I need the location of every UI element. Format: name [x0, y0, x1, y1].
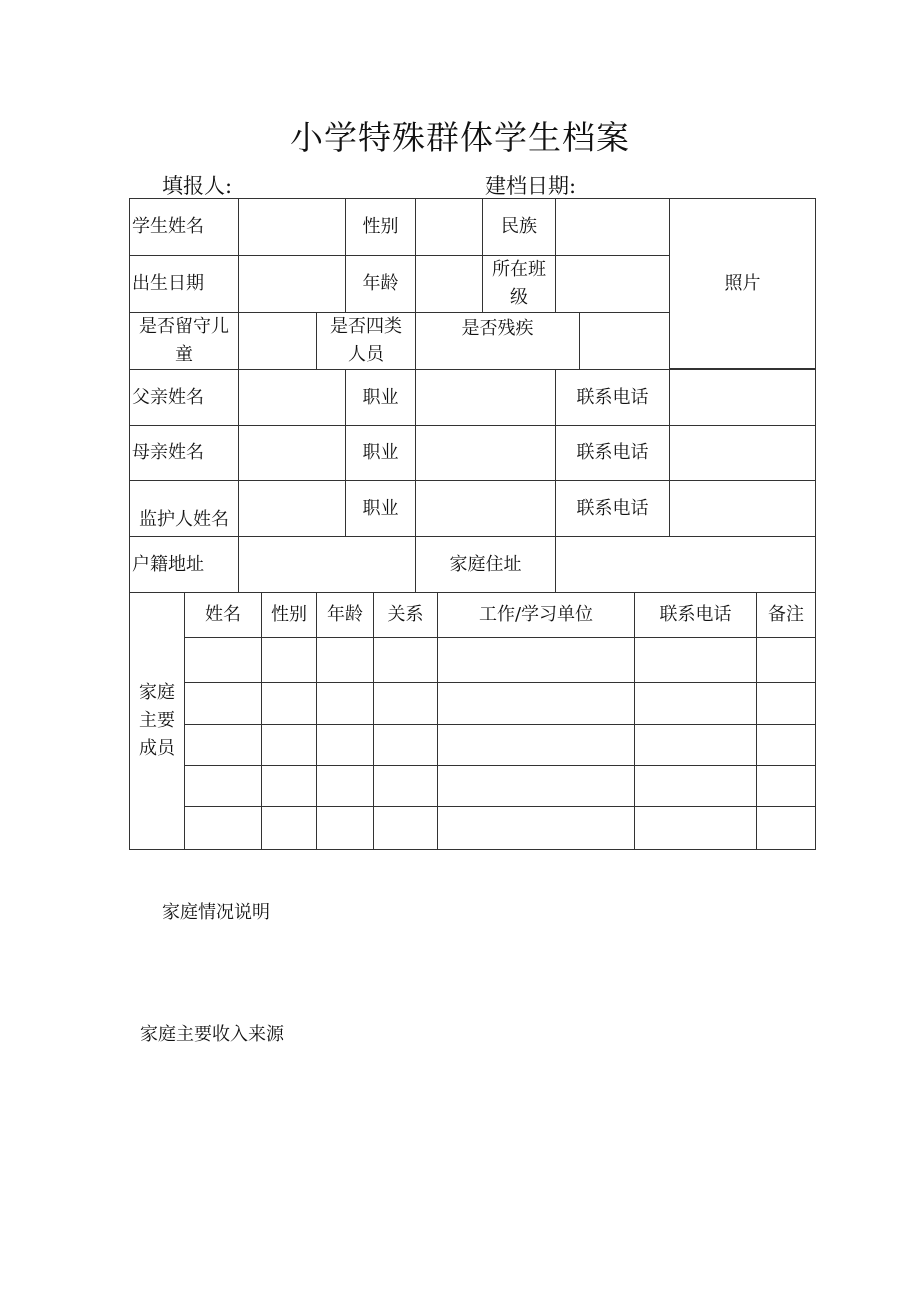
- guardian-phone-field[interactable]: [669, 480, 816, 537]
- age-field[interactable]: [415, 255, 483, 313]
- family-member-age-cell[interactable]: [316, 724, 374, 766]
- registered-address-label: 户籍地址: [129, 536, 239, 593]
- class-field[interactable]: [555, 255, 670, 313]
- family-member-gender-cell[interactable]: [261, 682, 317, 725]
- left-behind-field[interactable]: [238, 312, 317, 370]
- family-member-name-cell[interactable]: [184, 765, 262, 807]
- guardian-phone-label: 联系电话: [555, 480, 670, 537]
- class-label: 所在班级: [482, 255, 556, 313]
- disabled-field[interactable]: [579, 312, 670, 370]
- birthdate-field[interactable]: [238, 255, 346, 313]
- family-member-relation-cell[interactable]: [373, 724, 438, 766]
- guardian-occupation-field[interactable]: [415, 480, 556, 537]
- family-member-relation-cell[interactable]: [373, 637, 438, 683]
- mother-occupation-label: 职业: [345, 425, 416, 481]
- family-member-workplace-cell[interactable]: [437, 637, 635, 683]
- student-name-label: 学生姓名: [129, 198, 239, 256]
- family-member-age-cell[interactable]: [316, 765, 374, 807]
- family-member-relation-cell[interactable]: [373, 806, 438, 850]
- mother-name-label: 母亲姓名: [129, 425, 239, 481]
- father-name-label: 父亲姓名: [129, 369, 239, 426]
- family-col-relation: 关系: [373, 592, 438, 638]
- home-address-field[interactable]: [555, 536, 816, 593]
- family-member-gender-cell[interactable]: [261, 806, 317, 850]
- guardian-name-label: 监护人姓名: [129, 480, 239, 537]
- family-col-gender: 性别: [261, 592, 317, 638]
- reporter-label: 填报人:: [162, 174, 233, 198]
- mother-phone-field[interactable]: [669, 425, 816, 481]
- family-member-age-cell[interactable]: [316, 682, 374, 725]
- home-address-label: 家庭住址: [415, 536, 556, 593]
- birthdate-label: 出生日期: [129, 255, 239, 313]
- mother-occupation-field[interactable]: [415, 425, 556, 481]
- page-title: 小学特殊群体学生档案: [290, 118, 630, 157]
- father-phone-label: 联系电话: [555, 369, 670, 426]
- mother-phone-label: 联系电话: [555, 425, 670, 481]
- guardian-occupation-label: 职业: [345, 480, 416, 537]
- father-occupation-label: 职业: [345, 369, 416, 426]
- ethnicity-label: 民族: [482, 198, 556, 256]
- family-member-workplace-cell[interactable]: [437, 806, 635, 850]
- father-phone-field[interactable]: [669, 369, 816, 426]
- guardian-name-field[interactable]: [238, 480, 346, 537]
- left-behind-label: 是否留守儿童: [129, 312, 239, 370]
- family-member-gender-cell[interactable]: [261, 724, 317, 766]
- family-member-relation-cell[interactable]: [373, 765, 438, 807]
- family-member-gender-cell[interactable]: [261, 765, 317, 807]
- family-member-workplace-cell[interactable]: [437, 765, 635, 807]
- family-member-remarks-cell[interactable]: [756, 765, 816, 807]
- family-member-phone-cell[interactable]: [634, 682, 757, 725]
- family-member-phone-cell[interactable]: [634, 765, 757, 807]
- family-col-workplace: 工作/学习单位: [437, 592, 635, 638]
- four-types-label: 是否四类人员: [316, 312, 416, 370]
- family-member-name-cell[interactable]: [184, 724, 262, 766]
- disabled-label: 是否残疾: [415, 312, 580, 370]
- mother-name-field[interactable]: [238, 425, 346, 481]
- family-member-remarks-cell[interactable]: [756, 682, 816, 725]
- family-member-phone-cell[interactable]: [634, 806, 757, 850]
- family-member-remarks-cell[interactable]: [756, 806, 816, 850]
- ethnicity-field[interactable]: [555, 198, 670, 256]
- registered-address-field[interactable]: [238, 536, 416, 593]
- family-situation-label: 家庭情况说明: [162, 902, 270, 923]
- family-member-name-cell[interactable]: [184, 682, 262, 725]
- father-name-field[interactable]: [238, 369, 346, 426]
- age-label: 年龄: [345, 255, 416, 313]
- family-member-relation-cell[interactable]: [373, 682, 438, 725]
- date-label: 建档日期:: [485, 174, 577, 198]
- family-member-name-cell[interactable]: [184, 806, 262, 850]
- family-col-phone: 联系电话: [634, 592, 757, 638]
- family-col-age: 年龄: [316, 592, 374, 638]
- gender-field[interactable]: [415, 198, 483, 256]
- gender-label: 性别: [345, 198, 416, 256]
- family-member-phone-cell[interactable]: [634, 724, 757, 766]
- photo-box[interactable]: 照片: [669, 198, 816, 369]
- family-member-workplace-cell[interactable]: [437, 724, 635, 766]
- family-member-age-cell[interactable]: [316, 637, 374, 683]
- family-member-gender-cell[interactable]: [261, 637, 317, 683]
- family-col-remarks: 备注: [756, 592, 816, 638]
- student-name-field[interactable]: [238, 198, 346, 256]
- family-member-workplace-cell[interactable]: [437, 682, 635, 725]
- family-members-label: 家庭主要成员: [129, 592, 185, 850]
- family-member-phone-cell[interactable]: [634, 637, 757, 683]
- family-member-remarks-cell[interactable]: [756, 637, 816, 683]
- family-member-remarks-cell[interactable]: [756, 724, 816, 766]
- family-member-name-cell[interactable]: [184, 637, 262, 683]
- family-member-age-cell[interactable]: [316, 806, 374, 850]
- family-col-name: 姓名: [184, 592, 262, 638]
- income-source-label: 家庭主要收入来源: [140, 1024, 284, 1045]
- father-occupation-field[interactable]: [415, 369, 556, 426]
